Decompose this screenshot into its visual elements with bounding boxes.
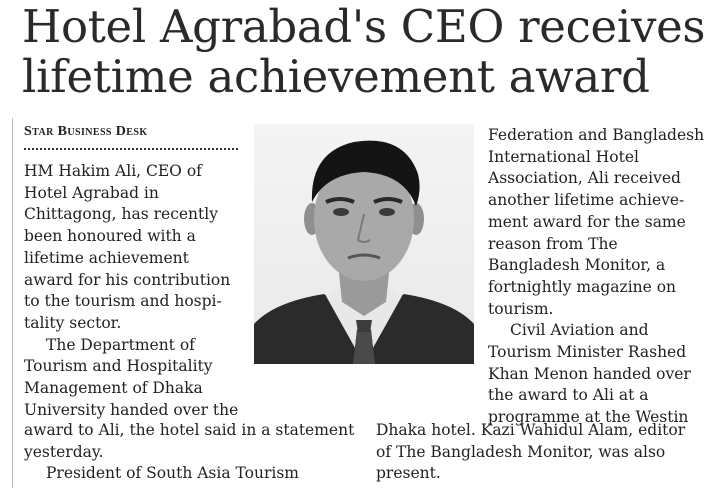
article-column-left bbox=[24, 161, 254, 421]
body-line: tality sector. bbox=[24, 313, 122, 332]
body-line: Tourism Minister Rashed bbox=[488, 343, 687, 362]
body-line: Hotel Agrabad in bbox=[24, 183, 159, 202]
body-line: Association, Ali received bbox=[488, 169, 681, 188]
body-line: Tourism and Hospitality bbox=[24, 357, 213, 376]
body-line: President of South Asia Tourism bbox=[46, 464, 299, 483]
body-line: HM Hakim Ali, CEO of bbox=[24, 162, 202, 180]
body-line: Management of Dhaka bbox=[24, 379, 203, 398]
body-line: award to Ali, the hotel said in a statement bbox=[24, 421, 355, 439]
body-line: another lifetime achieve- bbox=[488, 191, 685, 210]
body-line: The Department of bbox=[46, 335, 195, 354]
body-line: Civil Aviation and bbox=[510, 321, 649, 340]
body-line: Khan Menon handed over bbox=[488, 364, 691, 383]
body-line: University handed over the bbox=[24, 400, 239, 419]
body-line: Dhaka hotel. Kazi Wahidul Alam, editor bbox=[376, 421, 686, 439]
body-line: the award to Ali at a bbox=[488, 386, 649, 405]
body-line: of The Bangladesh Monitor, was also bbox=[376, 442, 666, 461]
body-line: present. bbox=[376, 464, 441, 483]
article-column-right bbox=[488, 125, 724, 429]
headline bbox=[22, 2, 722, 102]
portrait-illustration bbox=[254, 124, 474, 364]
body-line: programme at the Westin bbox=[488, 408, 689, 427]
body-line: Federation and Bangladesh bbox=[488, 126, 705, 144]
body-line: tourism. bbox=[488, 299, 554, 318]
article-bottom-left bbox=[24, 420, 374, 485]
body-line: lifetime achievement bbox=[24, 248, 189, 267]
body-line: International Hotel bbox=[488, 147, 639, 166]
dotted-separator bbox=[24, 148, 238, 150]
headline-line-2: lifetime achievement award bbox=[22, 50, 650, 103]
column-rule bbox=[12, 118, 13, 488]
body-line: ment award for the same bbox=[488, 212, 686, 231]
body-line: award for his contribution bbox=[24, 270, 231, 289]
headline-line-1: Hotel Agrabad's CEO receives bbox=[22, 0, 706, 53]
body-line: Bangladesh Monitor, a bbox=[488, 256, 666, 275]
byline: Star Business Desk bbox=[24, 124, 148, 139]
body-line: to the tourism and hospi- bbox=[24, 292, 222, 311]
body-line: reason from The bbox=[488, 234, 618, 253]
body-line: Chittagong, has recently bbox=[24, 205, 218, 224]
body-line: been honoured with a bbox=[24, 227, 196, 246]
body-line: fortnightly magazine on bbox=[488, 277, 677, 296]
article-bottom-right bbox=[376, 420, 726, 485]
ceo-portrait-photo bbox=[254, 124, 474, 364]
body-line: yesterday. bbox=[24, 442, 104, 461]
